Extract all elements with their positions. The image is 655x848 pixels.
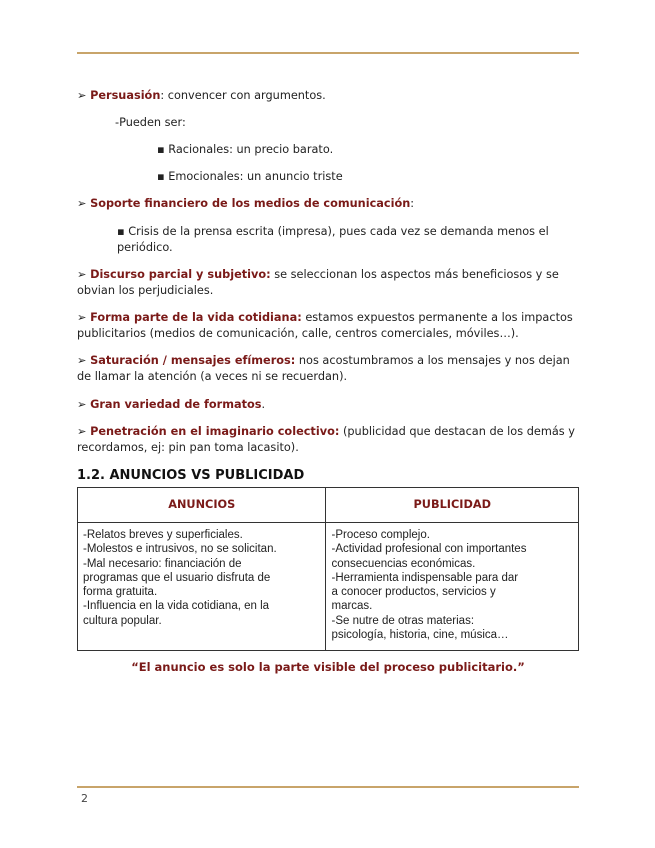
term-saturacion: Saturación / mensajes efímeros:	[90, 354, 296, 367]
arrow-bullet-icon: ➢	[77, 398, 91, 411]
cell-anuncios	[78, 523, 326, 651]
arrow-bullet-icon: ➢	[77, 425, 91, 438]
page-number: 2	[81, 792, 88, 805]
table-header-row	[78, 488, 579, 523]
closing-quote: “El anuncio es solo la parte visible del proceso publicitario.”	[131, 660, 525, 674]
bullet-penetracion	[77, 424, 579, 456]
footer-rule	[77, 786, 579, 788]
desc-saturacion: nos acostumbramos a los mensajes y nos dejan de llamar la atención (a veces ni se recuerdan).	[77, 354, 570, 383]
desc-penetracion: (publicidad que destacan de los demás y recordamos, ej: pin pan toma lacasito).	[77, 425, 575, 454]
term-soporte: Soporte financiero de los medios de comunicación	[90, 197, 411, 210]
desc-forma-parte: estamos expuestos permanente a los impactos publicitarios (medios de comunicación, calle, centros comerciales, móviles…).	[77, 311, 573, 340]
cell-line: -Molestos e intrusivos, no se solicitan.	[83, 543, 277, 556]
sub-item-emocionales: ▪ Emocionales: un anuncio triste	[157, 170, 343, 183]
desc-persuasion: : convencer con argumentos.	[160, 89, 326, 102]
cell-line: consecuencias económicas.	[331, 557, 476, 570]
term-forma-parte: Forma parte de la vida cotidiana:	[90, 311, 302, 324]
arrow-bullet-icon: ➢	[77, 89, 91, 102]
bullet-soporte	[77, 196, 414, 212]
pueden-ser: -Pueden ser:	[115, 116, 186, 129]
cell-line: a conocer productos, servicios y	[331, 586, 496, 599]
arrow-bullet-icon: ➢	[77, 268, 91, 281]
cell-line: cultura popular.	[83, 614, 162, 627]
bullet-persuasion	[77, 88, 326, 104]
term-penetracion: Penetración en el imaginario colectivo:	[90, 425, 340, 438]
desc-variedad: .	[261, 398, 266, 411]
arrow-bullet-icon: ➢	[77, 311, 91, 324]
bullet-variedad	[77, 397, 265, 413]
cell-line: forma gratuita.	[83, 586, 158, 599]
cell-line: -Herramienta indispensable para dar	[331, 571, 519, 584]
bullet-discurso	[77, 267, 579, 299]
desc-discurso: se seleccionan los aspectos más beneficiosos y se obvian los perjudiciales.	[77, 268, 559, 297]
term-variedad: Gran variedad de formatos	[90, 398, 262, 411]
cell-publicidad	[326, 523, 579, 651]
desc-soporte: :	[410, 197, 415, 210]
sub-item-racionales: ▪ Racionales: un precio barato.	[157, 143, 334, 156]
header-anuncios: ANUNCIOS	[78, 488, 326, 523]
comparison-table	[77, 487, 579, 651]
cell-line: -Influencia en la vida cotidiana, en la	[83, 600, 270, 613]
term-discurso: Discurso parcial y subjetivo:	[90, 268, 271, 281]
cell-line: -Relatos breves y superficiales.	[83, 529, 243, 541]
cell-line: -Mal necesario: financiación de	[83, 557, 242, 570]
section-title: 1.2. ANUNCIOS VS PUBLICIDAD	[77, 468, 305, 483]
term-persuasion: Persuasión	[90, 89, 161, 102]
bullet-forma-parte	[77, 310, 579, 342]
arrow-bullet-icon: ➢	[77, 354, 91, 367]
sub-item-crisis-2: periódico.	[117, 241, 173, 254]
arrow-bullet-icon: ➢	[77, 197, 91, 210]
cell-line: psicología, historia, cine, música…	[331, 629, 509, 642]
cell-line: -Proceso complejo.	[331, 529, 430, 541]
header-rule	[77, 52, 579, 54]
cell-line: marcas.	[331, 600, 373, 613]
cell-line: programas que el usuario disfruta de	[83, 571, 271, 584]
bullet-saturacion	[77, 353, 579, 385]
header-publicidad: PUBLICIDAD	[326, 488, 579, 523]
cell-line: -Actividad profesional con importantes	[331, 543, 527, 556]
table-row	[78, 523, 579, 651]
cell-line: -Se nutre de otras materias:	[331, 614, 475, 627]
sub-item-crisis-1: ▪ Crisis de la prensa escrita (impresa), pues cada vez se demanda menos el	[117, 225, 549, 238]
